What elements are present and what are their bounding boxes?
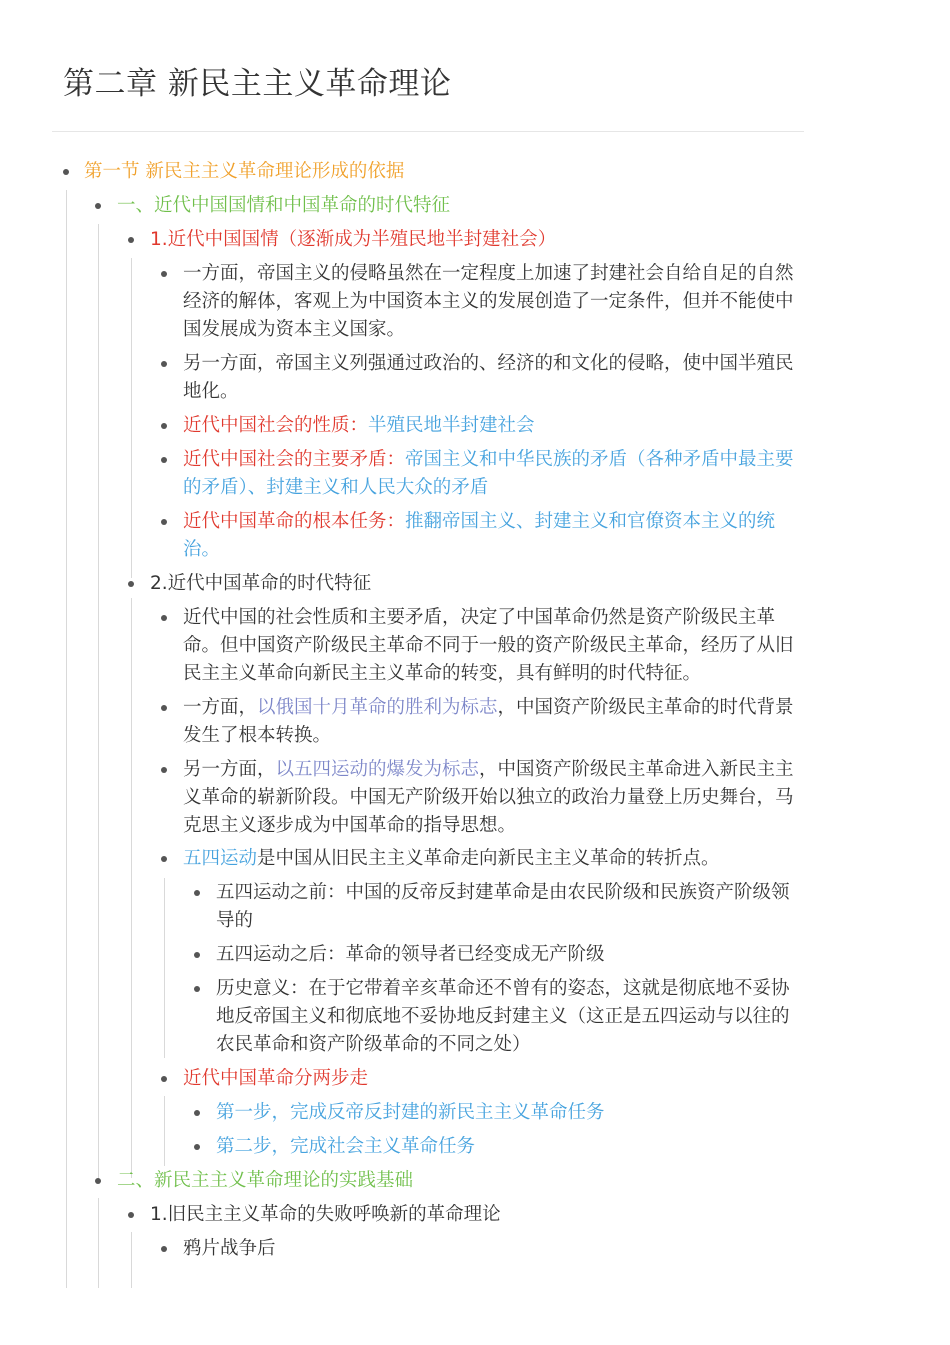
list-bullet [128, 1212, 134, 1218]
list-item [183, 412, 535, 440]
list-item: 五四运动之前：中国的反帝反封建革命是由农民阶级和民族资产阶级领 导的 [216, 882, 790, 931]
list-item: 鸦片战争后 [183, 1238, 276, 1259]
key-answer: 帝国主义和中华民族的矛盾（各种矛盾中最主要 [405, 449, 794, 470]
key-answer: 五四运动 [183, 848, 258, 869]
item-label: 1.近代中国国情（逐渐成为半殖民地半封建社会） [150, 229, 557, 250]
list-item [183, 508, 775, 564]
key-answer: 的矛盾）、封建主义和人民大众的矛盾 [183, 477, 489, 498]
list-bullet [161, 457, 167, 463]
item-heading[interactable] [150, 1201, 501, 1229]
key-answer: 推翻帝国主义、封建主义和官僚资本主义的统 [405, 511, 776, 532]
item-heading[interactable] [150, 570, 371, 598]
list-item: 一方面，以俄国十月革命的胜利为标志，中国资产阶级民主革命的时代背景 发生了根本转换。 [183, 697, 794, 746]
page-title: 第二章 新民主主义革命理论 [63, 66, 452, 102]
part-heading[interactable] [117, 1167, 413, 1195]
list-bullet [161, 1076, 167, 1082]
part-label: 二、新民主主义革命理论的实践基础 [117, 1170, 414, 1191]
list-bullet [63, 169, 69, 175]
list-bullet [161, 423, 167, 429]
highlight-text: 以俄国十月革命的胜利为标志 [257, 697, 498, 718]
outline-guide-level4-b [164, 1096, 165, 1166]
list-item: 另一方面，帝国主义列强通过政治的、经济的和文化的侵略，使中国半殖民 地化。 [183, 353, 794, 402]
list-item: 一方面，帝国主义的侵略虽然在一定程度上加速了封建社会自给自足的自然 经济的解体，客观上为中国资本主义的发展创造了一定条件，但并不能使中 国发展成为资本主义国家。 [183, 263, 794, 340]
list-bullet [194, 1110, 200, 1116]
list-bullet [161, 1246, 167, 1252]
list-bullet [128, 237, 134, 243]
section-heading[interactable] [84, 158, 404, 186]
key-term: 近代中国革命的根本任务： [183, 511, 406, 532]
list-item: 五四运动之后：革命的领导者已经变成无产阶级 [216, 944, 605, 965]
list-item: 另一方面，以五四运动的爆发为标志，中国资产阶级民主革命进入新民主主 义革命的崭新阶段。中国无产阶级开始以独立的政治力量登上历史舞台，马 克思主义逐步成为中国革命的指导思想。 [183, 759, 794, 836]
outline-guide-level4 [164, 878, 165, 1058]
list-item[interactable]: 五四运动是中国从旧民主主义革命走向新民主主义革命的转折点。 [183, 848, 720, 869]
list-item: 第一步，完成反帝反封建的新民主主义革命任务 [216, 1102, 605, 1123]
title-divider [52, 131, 804, 132]
part-label: 一、近代中国国情和中国革命的时代特征 [117, 195, 451, 216]
list-bullet [194, 890, 200, 896]
outline-guide-level3-c [131, 1232, 132, 1288]
list-bullet [161, 615, 167, 621]
highlight-text: 以五四运动的爆发为标志 [275, 759, 480, 780]
item-label: 2.近代中国革命的时代特征 [150, 573, 372, 594]
list-bullet [161, 361, 167, 367]
key-answer: 半殖民地半封建社会 [368, 415, 535, 436]
list-bullet [194, 986, 200, 992]
list-item [183, 446, 794, 502]
outline-guide-level2-b [98, 1198, 99, 1288]
list-item: 近代中国的社会性质和主要矛盾，决定了中国革命仍然是资产阶级民主革 命。但中国资产阶级民主革命不同于一般的资产阶级民主革命，经历了从旧 民主主义革命向新民主主义革命的转变，具有鲜明的时代特征。 [183, 607, 794, 684]
outline-guide-level3 [131, 258, 132, 578]
list-bullet [95, 203, 101, 209]
list-bullet [95, 1178, 101, 1184]
list-bullet [194, 1144, 200, 1150]
list-bullet [128, 581, 134, 587]
list-item: 第二步，完成社会主义革命任务 [216, 1136, 476, 1157]
list-item[interactable] [183, 1065, 368, 1093]
key-term: 近代中国革命分两步走 [183, 1068, 369, 1089]
list-item: 历史意义：在于它带着辛亥革命还不曾有的姿态，这就是彻底地不妥协 地反帝国主义和彻底地不妥协地反封建主义（这正是五四运动与以往的 农民革命和资产阶级革命的不同之处） [216, 978, 790, 1055]
key-term: 近代中国社会的性质： [183, 415, 369, 436]
list-bullet [161, 271, 167, 277]
outline-guide-level2 [98, 224, 99, 1179]
part-heading[interactable] [117, 192, 450, 220]
list-bullet [161, 856, 167, 862]
list-bullet [161, 767, 167, 773]
item-label: 1.旧民主主义革命的失败呼唤新的革命理论 [150, 1204, 501, 1225]
item-heading[interactable] [150, 226, 556, 254]
section-label: 第一节 新民主主义革命理论形成的依据 [84, 161, 405, 182]
key-term: 近代中国社会的主要矛盾： [183, 449, 406, 470]
list-bullet [161, 519, 167, 525]
outline-guide-level1 [66, 190, 67, 1288]
outline-guide-level3-b [131, 598, 132, 1178]
list-bullet [194, 952, 200, 958]
key-answer: 治。 [183, 539, 221, 560]
list-bullet [161, 705, 167, 711]
